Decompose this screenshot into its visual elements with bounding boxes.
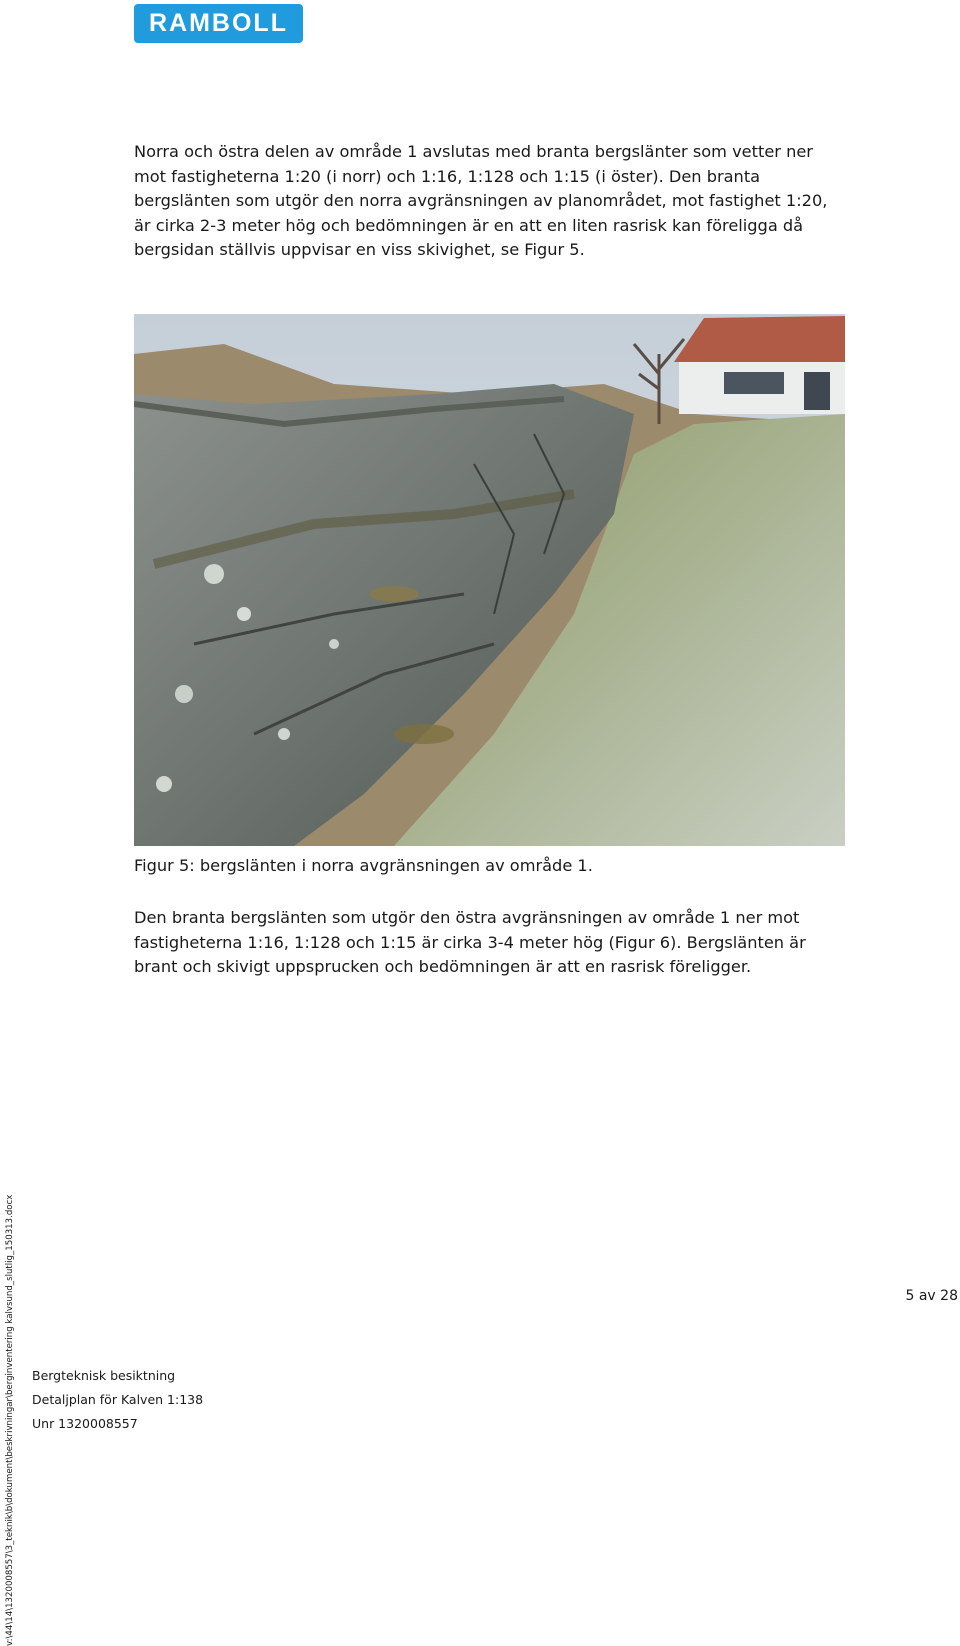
- paragraph-east-slope: Den branta bergslänten som utgör den östra avgränsningen av område 1 ner mot fastigheterna 1:16, 1:128 och 1:15 är cirka 3-4 meter hög (Figur 6). Bergslänten är brant och skivigt uppsprucken och bedömningen är att en rasrisk föreligger.: [134, 908, 806, 976]
- footer-plan-name: Detaljplan för Kalven 1:138: [32, 1392, 204, 1407]
- footer-report-type: Bergteknisk besiktning: [32, 1368, 176, 1383]
- footer-project-number: Unr 1320008557: [32, 1416, 138, 1431]
- figure-5-photo: [134, 314, 845, 846]
- page-number: 5 av 28: [905, 1288, 958, 1304]
- ramboll-logo: RAMBOLL: [134, 4, 303, 43]
- rock-slope-photo: [134, 314, 845, 846]
- figure-caption: Figur 5: bergslänten i norra avgränsningen av område 1.: [134, 856, 593, 875]
- document-file-path: v:\44\14\1320008557\3_teknik\b\dokument\beskrivningar\berginventering kalvsund_slutlig_150313.docx: [5, 1194, 15, 1646]
- paragraph-north-slope: Norra och östra delen av område 1 avslutas med branta bergslänter som vetter ner mot fastigheterna 1:20 (i norr) och 1:16, 1:128 och 1:15 (i öster). Den branta bergslänten som utgör den norra avgränsningen av planområdet, mot fastighet 1:20, är cirka 2-3 meter hög och bedömningen är en att en liten rasrisk kan föreligga då bergsidan ställvis uppvisar en viss skivighet, se Figur 5.: [134, 142, 828, 259]
